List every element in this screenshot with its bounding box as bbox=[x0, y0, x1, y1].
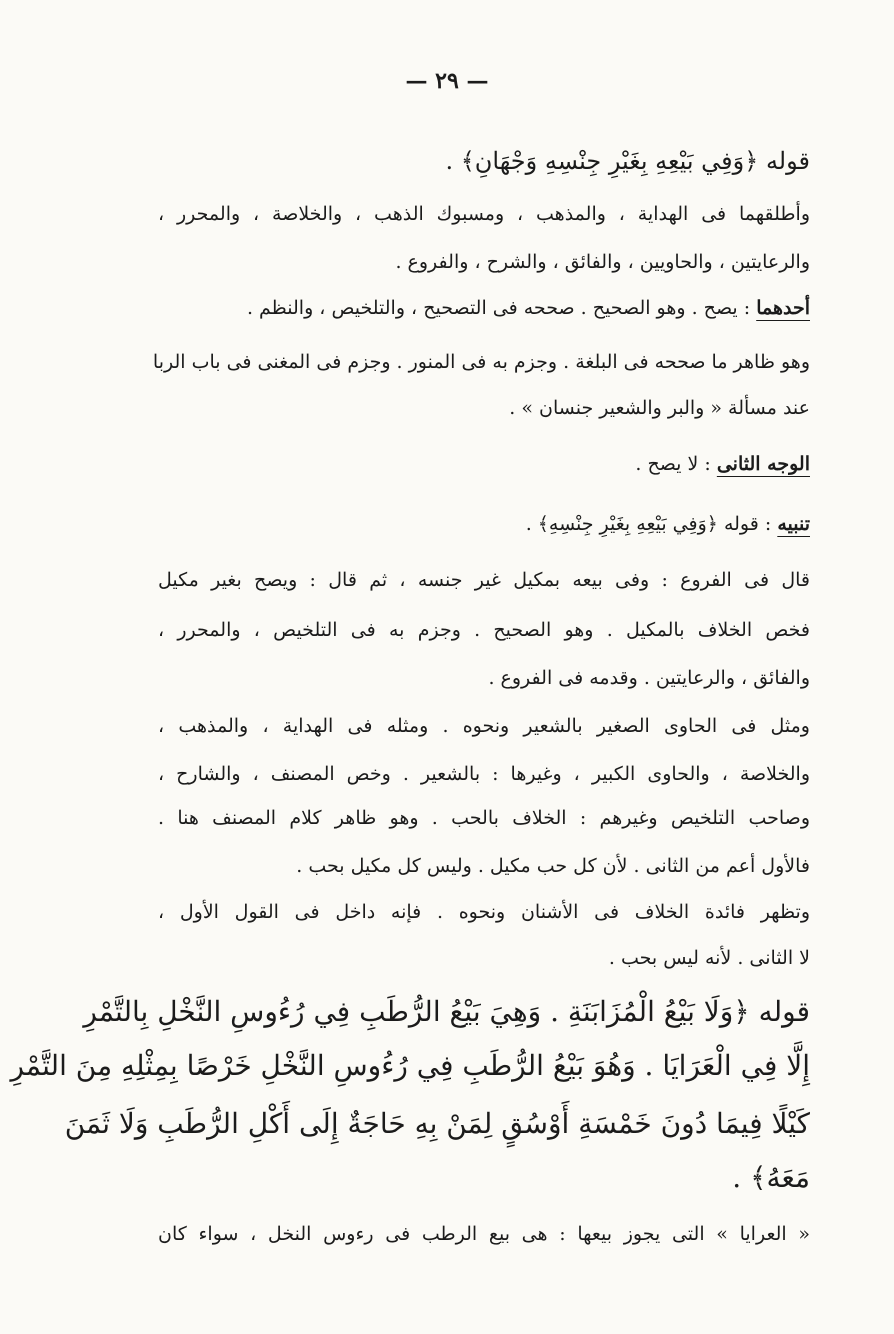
text-line: « العرايا » التى يجوز بيعها : هى بيع الرطب فى رءوس النخل ، سواء كان bbox=[158, 1223, 810, 1245]
page-number: — ٢٩ — bbox=[405, 68, 489, 94]
section-lead: أحدهما bbox=[756, 297, 810, 319]
text-line bbox=[158, 510, 810, 538]
text-line: وهو ظاهر ما صححه فى البلغة . وجزم به فى المنور . وجزم فى المغنى فى باب الربا bbox=[152, 351, 810, 373]
text-line bbox=[158, 450, 810, 478]
text-line: فخص الخلاف بالمكيل . وهو الصحيح . وجزم به فى التلخيص ، والمحرر ، bbox=[158, 619, 810, 641]
line-body: : يصح . وهو الصحيح . صححه فى التصحيح ، والتلخيص ، والنظم . bbox=[246, 297, 751, 319]
text-line: والخلاصة ، والحاوى الكبير ، وغيرها : بالشعير . وخص المصنف ، والشارح ، bbox=[158, 763, 810, 785]
text-line: إِلَّا فِي الْعَرَايَا . وَهُوَ بَيْعُ الرُّطَبِ فِي رُءُوسِ النَّخْلِ خَرْصًا بِمِثْلِهِ مِنَ التَّمْرِ bbox=[10, 1049, 810, 1082]
text-line: والفائق ، والرعايتين . وقدمه فى الفروع . bbox=[488, 667, 810, 689]
text-line bbox=[158, 294, 810, 322]
text-line: قال فى الفروع : وفى بيعه بمكيل غير جنسه ، ثم قال : ويصح بغير مكيل bbox=[158, 569, 810, 591]
text-line: عند مسألة « والبر والشعير جنسان » . bbox=[509, 397, 810, 419]
text-line: قوله ﴿وَلَا بَيْعُ الْمُزَابَنَةِ . وَهِيَ بَيْعُ الرُّطَبِ فِي رُءُوسِ النَّخْلِ بِالتَّمْرِ bbox=[83, 995, 810, 1028]
text-line: وأطلقهما فى الهداية ، والمذهب ، ومسبوك الذهب ، والخلاصة ، والمحرر ، bbox=[158, 203, 810, 225]
text-line: فالأول أعم من الثانى . لأن كل حب مكيل . وليس كل مكيل بحب . bbox=[296, 855, 810, 877]
section-lead: الوجه الثانى bbox=[716, 453, 810, 475]
text-line: ومثل فى الحاوى الصغير بالشعير ونحوه . ومثله فى الهداية ، والمذهب ، bbox=[158, 715, 810, 737]
text-line: مَعَهُ﴾ . bbox=[732, 1161, 810, 1194]
line-body: : لا يصح . bbox=[635, 453, 711, 475]
text-line: وتظهر فائدة الخلاف فى الأشنان ونحوه . فإنه داخل فى القول الأول ، bbox=[158, 901, 810, 923]
text-line: كَيْلًا فِيمَا دُونَ خَمْسَةِ أَوْسُقٍ لِمَنْ بِهِ حَاجَةٌ إِلَى أَكْلِ الرُّطَبِ وَلَا ثَمَنَ bbox=[64, 1107, 810, 1140]
section-lead: تنبيه bbox=[777, 513, 810, 535]
text-line: لا الثانى . لأنه ليس بحب . bbox=[608, 947, 810, 969]
text-line: قوله ﴿وَفِي بَيْعِهِ بِغَيْرِ جِنْسِهِ وَجْهَانِ﴾ . bbox=[445, 147, 810, 175]
text-line: والرعايتين ، والحاويين ، والفائق ، والشرح ، والفروع . bbox=[395, 251, 810, 273]
text-line: وصاحب التلخيص وغيرهم : الخلاف بالحب . وهو ظاهر كلام المصنف هنا . bbox=[158, 807, 810, 829]
line-body: : قوله ﴿وَفِي بَيْعِهِ بِغَيْرِ جِنْسِهِ﴾ . bbox=[525, 513, 772, 535]
